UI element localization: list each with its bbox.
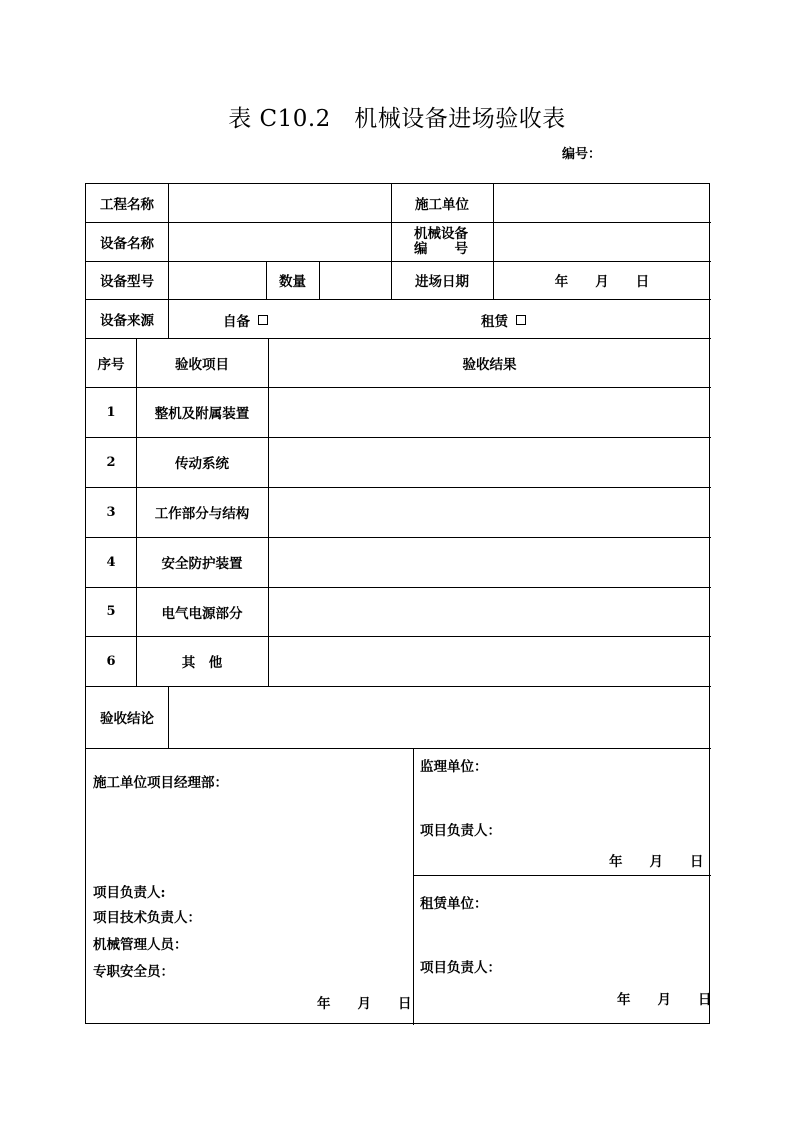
leasing-unit-label: 租赁单位：	[420, 896, 488, 912]
source-own-label: 自备	[223, 314, 250, 330]
row-item: 传动系统	[175, 456, 229, 472]
row-result-field[interactable]	[268, 636, 711, 686]
row-index: 5	[106, 604, 116, 619]
entry-date-field[interactable]: 年 月 日	[554, 274, 650, 290]
column-header-item: 验收项目	[175, 356, 229, 373]
source-option-own[interactable]	[223, 310, 268, 330]
equipment-model-label: 设备型号	[100, 274, 154, 290]
equipment-name-field[interactable]	[168, 222, 391, 261]
safety-officer-label: 专职安全员：	[93, 964, 174, 980]
row-index: 2	[106, 454, 116, 470]
project-name-field[interactable]	[168, 184, 391, 222]
conclusion-label: 验收结论	[100, 711, 154, 727]
construction-unit-field[interactable]	[493, 184, 711, 222]
quantity-label: 数量	[279, 274, 306, 290]
equipment-number-label-line1: 机械设备	[414, 225, 468, 242]
equipment-name-label: 设备名称	[100, 235, 154, 252]
source-option-lease[interactable]	[481, 310, 526, 330]
equipment-number-label	[414, 222, 493, 261]
equipment-source-label: 设备来源	[100, 312, 154, 329]
row-result-field[interactable]	[268, 487, 711, 537]
row-item: 电气电源部分	[161, 605, 243, 622]
machinery-manager-label: 机械管理人员：	[93, 937, 188, 953]
source-own-checkbox[interactable]	[258, 315, 268, 325]
entry-date-label: 进场日期	[415, 274, 469, 290]
row-result-field[interactable]	[268, 387, 711, 437]
quantity-field[interactable]	[319, 261, 391, 299]
equipment-number-field[interactable]	[493, 222, 711, 261]
source-lease-label: 租赁	[481, 314, 508, 330]
column-header-result: 验收结果	[462, 356, 517, 373]
row-index: 4	[106, 554, 116, 570]
construction-sign-date: 年 月 日	[317, 996, 412, 1012]
conclusion-field[interactable]	[168, 686, 711, 748]
supervision-sign-date: 年 月 日	[609, 854, 704, 870]
row-index: 3	[106, 504, 116, 520]
acceptance-form-table	[85, 183, 710, 1024]
supervision-unit-label: 监理单位：	[420, 759, 488, 775]
document-number-label: 编号：	[562, 147, 602, 162]
row-item: 整机及附属装置	[154, 406, 250, 422]
row-result-field[interactable]	[268, 537, 711, 587]
leasing-lead-label: 项目负责人：	[420, 960, 501, 976]
row-item: 其 他	[181, 655, 223, 671]
row-item: 工作部分与结构	[154, 506, 250, 522]
page-title: 表 C10.2 机械设备进场验收表	[228, 106, 566, 132]
row-result-field[interactable]	[268, 587, 711, 636]
row-index: 6	[106, 653, 116, 669]
equipment-number-label-line2: 编 号	[414, 240, 468, 257]
construction-unit-label: 施工单位	[415, 197, 469, 213]
row-index: 1	[106, 404, 116, 420]
leasing-sign-date: 年 月 日	[617, 992, 712, 1008]
row-item: 安全防护装置	[161, 556, 243, 572]
row-result-field[interactable]	[268, 437, 711, 487]
construction-dept-label: 施工单位项目经理部：	[93, 775, 228, 791]
supervision-lead-label: 项目负责人：	[420, 823, 501, 839]
source-lease-checkbox[interactable]	[516, 315, 526, 325]
equipment-model-field[interactable]	[168, 261, 266, 299]
tech-lead-label: 项目技术负责人：	[93, 910, 201, 926]
project-name-label: 工程名称	[100, 197, 154, 213]
project-lead-label: 项目负责人:	[93, 885, 166, 901]
column-header-index: 序号	[97, 356, 125, 373]
